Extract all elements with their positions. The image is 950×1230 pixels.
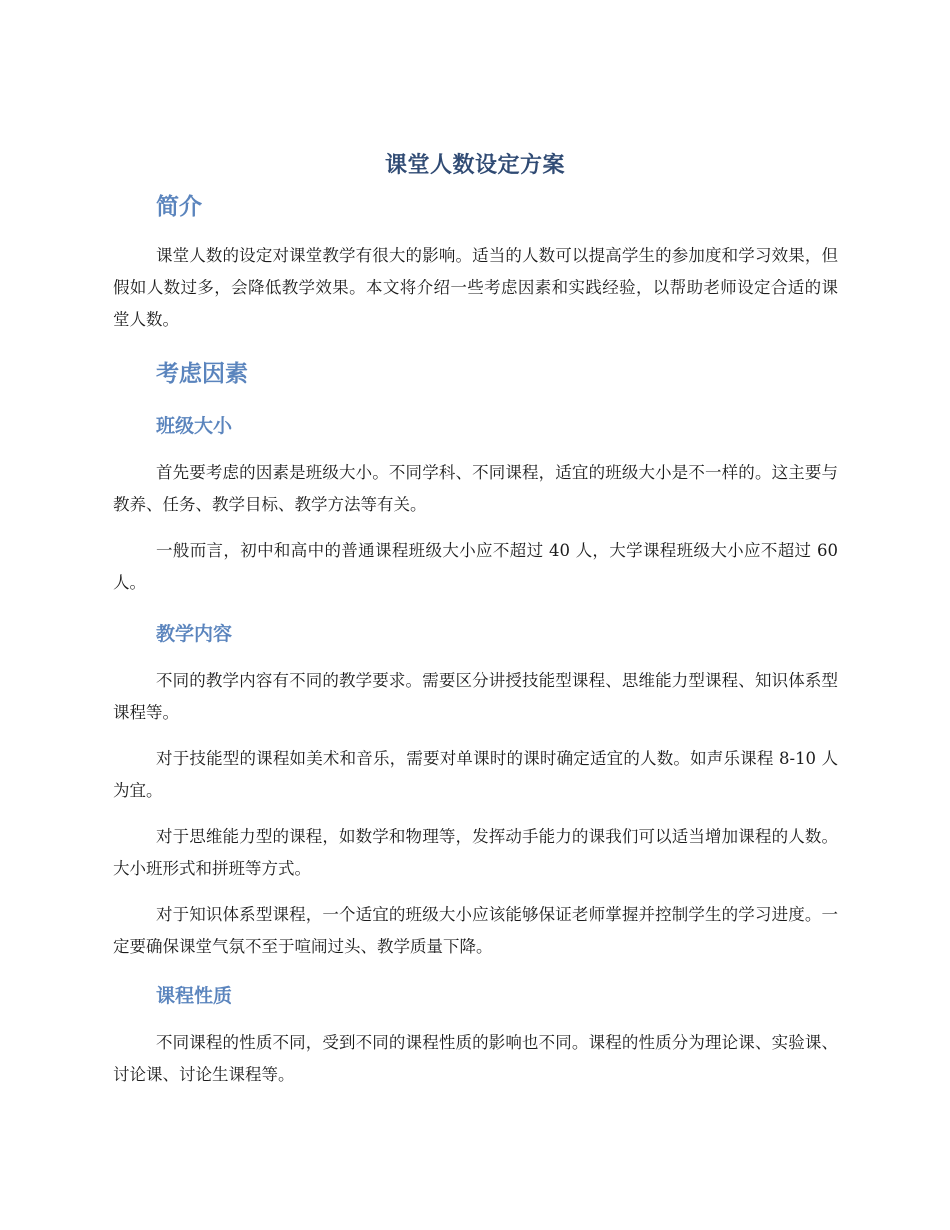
paragraph-class-size-1: 首先要考虑的因素是班级大小。不同学科、不同课程，适宜的班级大小是不一样的。这主要与教养、任务、教学目标、教学方法等有关。 [113, 463, 838, 514]
subheading-teaching-content: 教学内容 [156, 623, 233, 645]
document-title: 课堂人数设定方案 [384, 153, 565, 178]
paragraph-teaching-content-2: 对于技能型的课程如美术和音乐，需要对单课时的课时确定适宜的人数。如声乐课程 8-10 人为宜。 [113, 749, 838, 800]
subheading-class-size: 班级大小 [156, 415, 233, 437]
paragraph-teaching-content-3: 对于思维能力型的课程，如数学和物理等，发挥动手能力的课我们可以适当增加课程的人数。大小班形式和拼班等方式。 [113, 827, 838, 878]
subheading-course-nature: 课程性质 [156, 985, 233, 1007]
paragraph-class-size-2: 一般而言，初中和高中的普通课程班级大小应不超过 40 人，大学课程班级大小应不超过 60 人。 [113, 541, 838, 592]
paragraph-teaching-content-1: 不同的教学内容有不同的教学要求。需要区分讲授技能型课程、思维能力型课程、知识体系型课程等。 [113, 671, 838, 722]
paragraph-course-nature-1: 不同课程的性质不同，受到不同的课程性质的影响也不同。课程的性质分为理论课、实验课、讨论课、讨论生课程等。 [113, 1033, 838, 1084]
paragraph-intro: 课堂人数的设定对课堂教学有很大的影响。适当的人数可以提高学生的参加度和学习效果，但假如人数过多，会降低教学效果。本文将介绍一些考虑因素和实践经验，以帮助老师设定合适的课堂人数。 [113, 246, 838, 329]
section-heading-factors: 考虑因素 [156, 361, 248, 387]
section-heading-intro: 简介 [156, 194, 202, 220]
paragraph-teaching-content-4: 对于知识体系型课程，一个适宜的班级大小应该能够保证老师掌握并控制学生的学习进度。一定要确保课堂气氛不至于喧闹过头、教学质量下降。 [113, 905, 838, 956]
